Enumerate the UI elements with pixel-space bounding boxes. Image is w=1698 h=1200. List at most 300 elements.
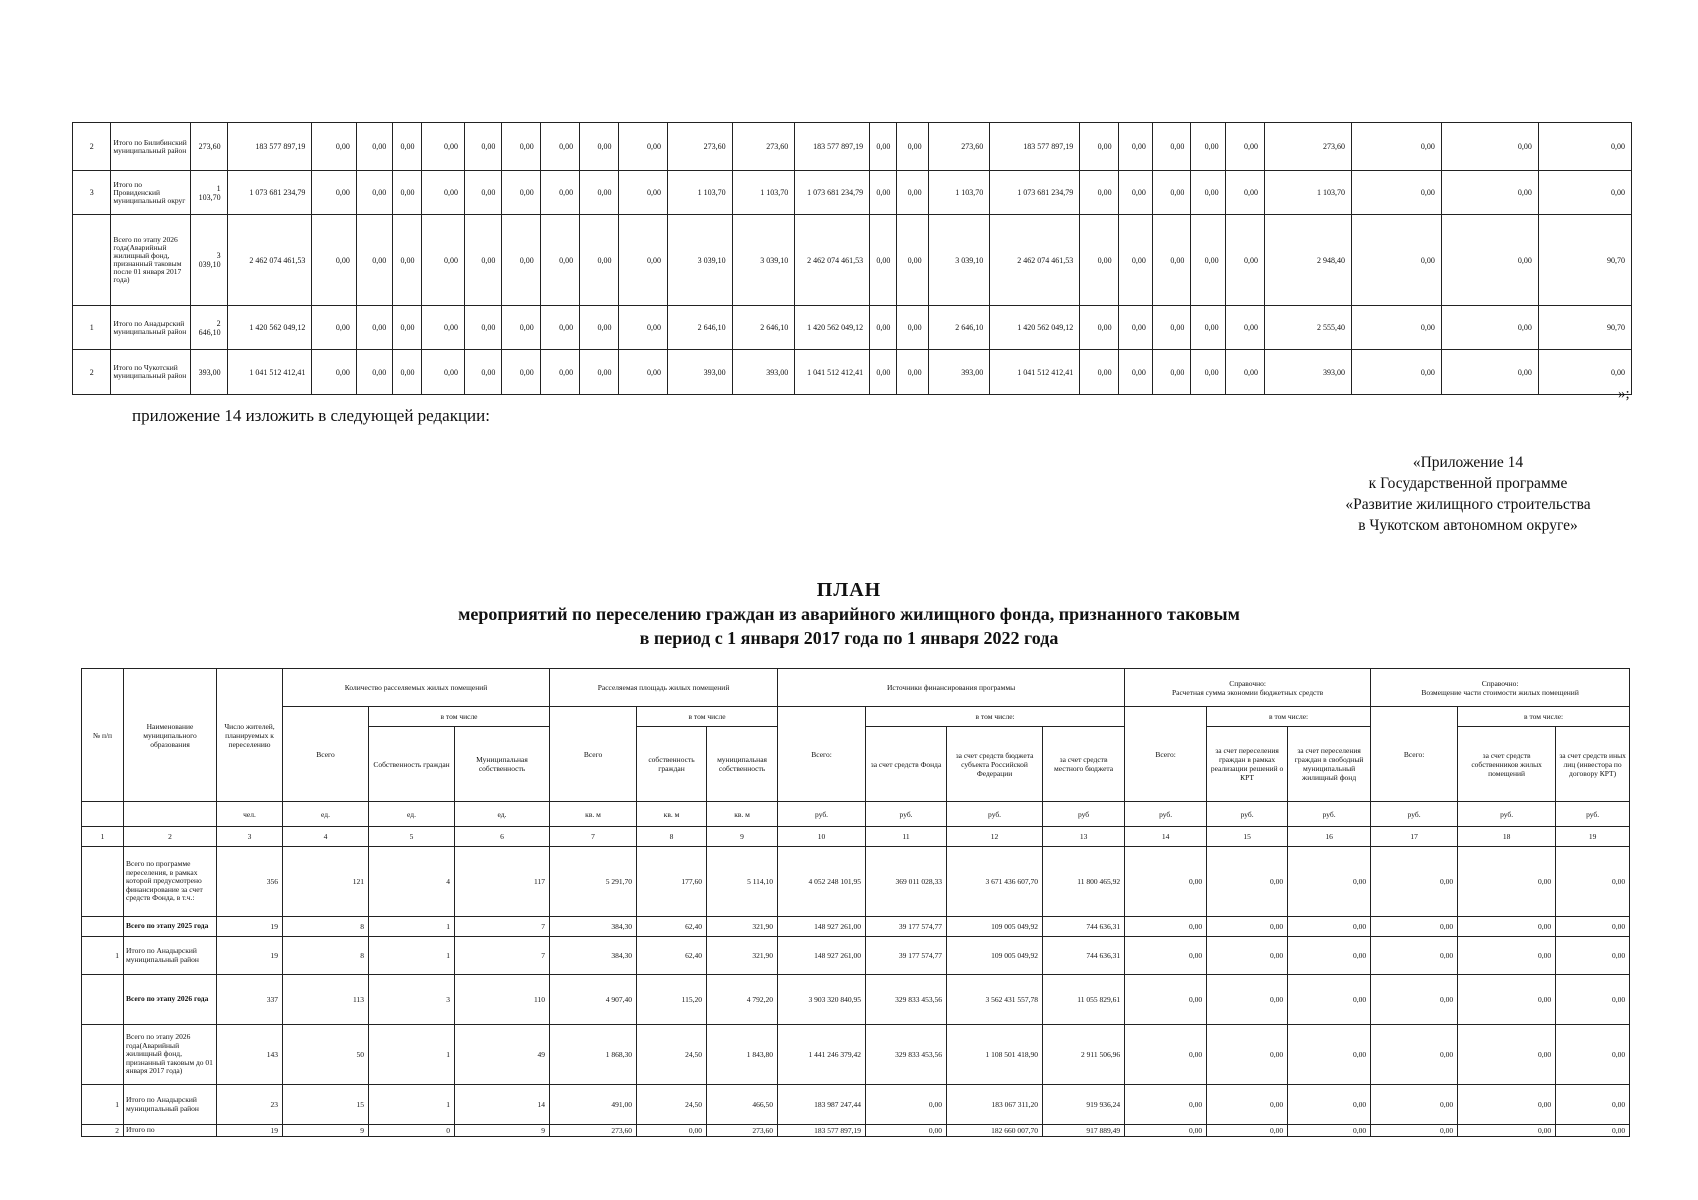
table-cell: 113 bbox=[283, 975, 369, 1025]
table-cell: 177,60 bbox=[637, 847, 707, 917]
table-cell: 2 646,10 bbox=[732, 306, 795, 350]
table-cell: 0,00 bbox=[1556, 917, 1630, 937]
table-cell: 0,00 bbox=[1225, 306, 1264, 350]
column-number: 12 bbox=[947, 827, 1043, 847]
table-cell: 0,00 bbox=[356, 123, 392, 171]
table-cell: 183 577 897,19 bbox=[227, 123, 312, 171]
table-cell: 273,60 bbox=[928, 123, 990, 171]
table-cell: 5 114,10 bbox=[707, 847, 778, 917]
table-cell: 393,00 bbox=[668, 350, 733, 395]
column-number: 7 bbox=[550, 827, 637, 847]
table-cell: 0,00 bbox=[464, 123, 501, 171]
table-cell: 329 833 453,56 bbox=[866, 1025, 947, 1085]
table-cell: 0,00 bbox=[1125, 1125, 1207, 1137]
quote-close: »; bbox=[1618, 386, 1630, 402]
table-row bbox=[82, 975, 1630, 1025]
rooms-municipal-header: Муниципальная собственность bbox=[455, 727, 550, 802]
table-cell: 9 bbox=[283, 1125, 369, 1137]
table-cell: 0,00 bbox=[1118, 171, 1152, 215]
table-cell: 273,60 bbox=[707, 1125, 778, 1137]
column-number: 13 bbox=[1043, 827, 1125, 847]
table-cell: 0,00 bbox=[1207, 917, 1288, 937]
table-cell: 110 bbox=[455, 975, 550, 1025]
row-name: Всего по этапу 2026 года(Аварийный жилищный фонд, признанный таковым до 01 января 2017 года) bbox=[124, 1025, 217, 1085]
table-cell: 1 bbox=[369, 1085, 455, 1125]
table-cell: 4 907,40 bbox=[550, 975, 637, 1025]
column-number: 4 bbox=[283, 827, 369, 847]
table-cell: 0,00 bbox=[1207, 1125, 1288, 1137]
table-cell: 0,00 bbox=[1080, 171, 1118, 215]
table-cell: 0,00 bbox=[1225, 123, 1264, 171]
table-cell: 0,00 bbox=[356, 350, 392, 395]
plan-title-main: ПЛАН bbox=[816, 579, 882, 601]
economy-free-header: за счет переселения граждан в свободный муниципальный жилищный фонд bbox=[1288, 727, 1371, 802]
table-cell: 0,00 bbox=[502, 123, 540, 171]
table-cell: 0,00 bbox=[1288, 1125, 1371, 1137]
row-name: Итого по Билибинский муниципальный район bbox=[111, 123, 191, 171]
table-cell: 121 bbox=[283, 847, 369, 917]
unit-cell bbox=[82, 802, 124, 827]
table-cell: 466,50 bbox=[707, 1085, 778, 1125]
table-cell: 11 800 465,92 bbox=[1043, 847, 1125, 917]
table-cell: 8 bbox=[283, 937, 369, 975]
table-cell: 0,00 bbox=[1080, 123, 1118, 171]
row-name: Итого по Провиденский муниципальный округ bbox=[111, 171, 191, 215]
table-cell: 0,00 bbox=[1207, 975, 1288, 1025]
table-cell: 0,00 bbox=[421, 350, 464, 395]
table-cell: 1 bbox=[369, 937, 455, 975]
table-row bbox=[73, 171, 1632, 215]
table-cell: 1 103,70 bbox=[1265, 171, 1352, 215]
table-cell: 1 103,70 bbox=[191, 171, 227, 215]
table-cell: 50 bbox=[283, 1025, 369, 1085]
row-name: Всего по программе переселения, в рамках которой предусмотрено финансирование за счет средств Фонда, в т.ч.: bbox=[124, 847, 217, 917]
table-cell: 148 927 261,00 bbox=[778, 937, 866, 975]
table-cell: 0,00 bbox=[637, 1125, 707, 1137]
unit-cell: руб. bbox=[1556, 802, 1630, 827]
table-cell: 0,00 bbox=[1225, 171, 1264, 215]
table-cell: 0,00 bbox=[1458, 1085, 1556, 1125]
unit-cell: руб. bbox=[778, 802, 866, 827]
previous-appendix-table bbox=[72, 122, 1632, 395]
table-cell: 183 577 897,19 bbox=[795, 123, 870, 171]
table-cell: 0,00 bbox=[1080, 350, 1118, 395]
table-cell: 0,00 bbox=[464, 350, 501, 395]
table-cell: 0,00 bbox=[1125, 937, 1207, 975]
table-cell: 24,50 bbox=[637, 1085, 707, 1125]
table-cell: 0,00 bbox=[1351, 350, 1441, 395]
table-cell: 0,00 bbox=[1191, 171, 1225, 215]
table-cell: 0,00 bbox=[1556, 975, 1630, 1025]
table-cell: 0,00 bbox=[1556, 1025, 1630, 1085]
table-cell: 3 562 431 557,78 bbox=[947, 975, 1043, 1025]
row-number bbox=[82, 847, 124, 917]
table-cell: 115,20 bbox=[637, 975, 707, 1025]
rooms-incl-header: в том числе bbox=[369, 707, 550, 727]
table-cell: 393,00 bbox=[732, 350, 795, 395]
row-number bbox=[82, 917, 124, 937]
table-cell: 0,00 bbox=[870, 171, 897, 215]
table-cell: 0,00 bbox=[464, 215, 501, 306]
table-cell: 0,00 bbox=[1556, 937, 1630, 975]
appendix-line: в Чукотском автономном округе» bbox=[1358, 517, 1578, 534]
table-cell: 62,40 bbox=[637, 917, 707, 937]
table-cell: 2 948,40 bbox=[1265, 215, 1352, 306]
table-cell: 1 103,70 bbox=[928, 171, 990, 215]
table-cell: 2 911 506,96 bbox=[1043, 1025, 1125, 1085]
table-cell: 0,00 bbox=[1458, 847, 1556, 917]
table-cell: 24,50 bbox=[637, 1025, 707, 1085]
table-cell: 1 bbox=[369, 917, 455, 937]
plan-title-line: мероприятий по переселению граждан из аварийного жилищного фонда, признанного таковым bbox=[458, 604, 1240, 624]
table-cell: 393,00 bbox=[928, 350, 990, 395]
table-cell: 0,00 bbox=[1152, 171, 1190, 215]
unit-cell: кв. м bbox=[707, 802, 778, 827]
table-cell: 0,00 bbox=[897, 171, 928, 215]
table-cell: 0,00 bbox=[1371, 917, 1458, 937]
row-number: 2 bbox=[73, 123, 111, 171]
table-cell: 7 bbox=[455, 917, 550, 937]
table-cell: 0,00 bbox=[1125, 847, 1207, 917]
table-cell: 3 039,10 bbox=[928, 215, 990, 306]
unit-cell: руб. bbox=[947, 802, 1043, 827]
table-cell: 1 bbox=[369, 1025, 455, 1085]
table-cell: 0,00 bbox=[464, 306, 501, 350]
table-cell: 0,00 bbox=[618, 306, 668, 350]
table-cell: 1 073 681 234,79 bbox=[227, 171, 312, 215]
table-row bbox=[82, 1025, 1630, 1085]
table-cell: 369 011 028,33 bbox=[866, 847, 947, 917]
table-cell: 0,00 bbox=[540, 350, 579, 395]
table-cell: 1 041 512 412,41 bbox=[795, 350, 870, 395]
table-cell: 0,00 bbox=[1288, 847, 1371, 917]
table-cell: 0,00 bbox=[580, 171, 618, 215]
table-cell: 0,00 bbox=[1538, 123, 1631, 171]
table-cell: 19 bbox=[217, 1125, 283, 1137]
column-number: 6 bbox=[455, 827, 550, 847]
table-cell: 0,00 bbox=[1351, 306, 1441, 350]
compensation-total-header: Всего: bbox=[1371, 707, 1458, 802]
table-cell: 0,00 bbox=[1288, 1025, 1371, 1085]
unit-cell: руб. bbox=[866, 802, 947, 827]
economy-total-header: Всего: bbox=[1125, 707, 1207, 802]
table-cell: 143 bbox=[217, 1025, 283, 1085]
economy-incl-header: в том числе: bbox=[1207, 707, 1371, 727]
table-cell: 0,00 bbox=[393, 123, 421, 171]
table-cell: 2 462 074 461,53 bbox=[795, 215, 870, 306]
unit-cell: ед. bbox=[283, 802, 369, 827]
finance-group-header: Источники финансирования программы bbox=[778, 669, 1125, 707]
appendix-line: «Развитие жилищного строительства bbox=[1345, 496, 1591, 513]
row-name: Итого по Анадырский муниципальный район bbox=[124, 1085, 217, 1125]
table-cell: 0,00 bbox=[1458, 975, 1556, 1025]
unit-cell: кв. м bbox=[637, 802, 707, 827]
row-number bbox=[73, 215, 111, 306]
row-number: 1 bbox=[82, 1085, 124, 1125]
table-cell: 0,00 bbox=[502, 171, 540, 215]
table-cell: 0,00 bbox=[897, 350, 928, 395]
table-cell: 0,00 bbox=[866, 1125, 947, 1137]
compensation-incl-header: в том числе: bbox=[1458, 707, 1630, 727]
table-cell: 744 636,31 bbox=[1043, 937, 1125, 975]
area-citizens-header: собственность граждан bbox=[637, 727, 707, 802]
table-cell: 0,00 bbox=[1458, 937, 1556, 975]
table-cell: 3 039,10 bbox=[191, 215, 227, 306]
table-cell: 0,00 bbox=[870, 306, 897, 350]
table-cell: 0,00 bbox=[580, 350, 618, 395]
table-cell: 0,00 bbox=[540, 306, 579, 350]
table-cell: 384,30 bbox=[550, 937, 637, 975]
table-cell: 1 073 681 234,79 bbox=[990, 171, 1080, 215]
col-name-header: Наименование муниципального образования bbox=[124, 669, 217, 802]
table-cell: 0,00 bbox=[618, 123, 668, 171]
row-number: 2 bbox=[82, 1125, 124, 1137]
table-cell: 1 041 512 412,41 bbox=[227, 350, 312, 395]
table-cell: 917 889,49 bbox=[1043, 1125, 1125, 1137]
table-row bbox=[82, 937, 1630, 975]
table-cell: 2 646,10 bbox=[191, 306, 227, 350]
table-cell: 0,00 bbox=[312, 123, 356, 171]
table-cell: 0,00 bbox=[421, 123, 464, 171]
table-cell: 3 bbox=[369, 975, 455, 1025]
unit-cell: ед. bbox=[455, 802, 550, 827]
table-cell: 337 bbox=[217, 975, 283, 1025]
table-cell: 0,00 bbox=[1191, 306, 1225, 350]
table-cell: 0,00 bbox=[1288, 937, 1371, 975]
table-cell: 273,60 bbox=[191, 123, 227, 171]
table-cell: 0,00 bbox=[1371, 1125, 1458, 1137]
table-cell: 0 bbox=[369, 1125, 455, 1137]
table-cell: 0,00 bbox=[393, 171, 421, 215]
table-cell: 0,00 bbox=[1556, 1085, 1630, 1125]
area-municipal-header: муниципальная собственность bbox=[707, 727, 778, 802]
unit-cell: руб. bbox=[1288, 802, 1371, 827]
table-cell: 9 bbox=[455, 1125, 550, 1137]
table-cell: 183 987 247,44 bbox=[778, 1085, 866, 1125]
column-number: 16 bbox=[1288, 827, 1371, 847]
table-cell: 2 462 074 461,53 bbox=[990, 215, 1080, 306]
table-cell: 1 420 562 049,12 bbox=[795, 306, 870, 350]
table-cell: 3 671 436 607,70 bbox=[947, 847, 1043, 917]
column-number: 1 bbox=[82, 827, 124, 847]
table-cell: 14 bbox=[455, 1085, 550, 1125]
row-number: 1 bbox=[73, 306, 111, 350]
table-cell: 4 792,20 bbox=[707, 975, 778, 1025]
appendix-line: «Приложение 14 bbox=[1412, 454, 1524, 471]
table-cell: 0,00 bbox=[312, 215, 356, 306]
subject-budget-header: за счет средств бюджета субъекта Российской Федерации bbox=[947, 727, 1043, 802]
area-group-header: Расселяемая площадь жилых помещений bbox=[550, 669, 778, 707]
table-cell: 0,00 bbox=[866, 1085, 947, 1125]
table-row bbox=[73, 350, 1632, 395]
table-cell: 0,00 bbox=[1152, 123, 1190, 171]
row-number bbox=[82, 975, 124, 1025]
table-cell: 0,00 bbox=[1080, 306, 1118, 350]
table-cell: 0,00 bbox=[1152, 215, 1190, 306]
unit-cell: руб. bbox=[1207, 802, 1288, 827]
table-cell: 39 177 574,77 bbox=[866, 937, 947, 975]
table-cell: 1 420 562 049,12 bbox=[227, 306, 312, 350]
table-cell: 273,60 bbox=[1265, 123, 1352, 171]
column-number: 9 bbox=[707, 827, 778, 847]
unit-cell: ед. bbox=[369, 802, 455, 827]
table-cell: 0,00 bbox=[870, 350, 897, 395]
column-number: 18 bbox=[1458, 827, 1556, 847]
table-cell: 0,00 bbox=[1191, 215, 1225, 306]
appendix-heading bbox=[1318, 452, 1618, 536]
table-cell: 0,00 bbox=[870, 123, 897, 171]
table-cell: 0,00 bbox=[1556, 1125, 1630, 1137]
table-cell: 117 bbox=[455, 847, 550, 917]
table-cell: 0,00 bbox=[1288, 975, 1371, 1025]
table-cell: 183 067 311,20 bbox=[947, 1085, 1043, 1125]
table-cell: 19 bbox=[217, 917, 283, 937]
column-number: 17 bbox=[1371, 827, 1458, 847]
table-cell: 384,30 bbox=[550, 917, 637, 937]
table-cell: 0,00 bbox=[897, 306, 928, 350]
table-row bbox=[82, 1085, 1630, 1125]
table-cell: 0,00 bbox=[1371, 847, 1458, 917]
resettlement-plan-table bbox=[81, 668, 1630, 1137]
table-cell: 183 577 897,19 bbox=[990, 123, 1080, 171]
units-row bbox=[82, 802, 1630, 827]
table-cell: 0,00 bbox=[1118, 306, 1152, 350]
table-cell: 0,00 bbox=[464, 171, 501, 215]
table-row bbox=[73, 123, 1632, 171]
table-cell: 0,00 bbox=[1538, 171, 1631, 215]
table-cell: 0,00 bbox=[1441, 306, 1538, 350]
table-cell: 23 bbox=[217, 1085, 283, 1125]
table-cell: 393,00 bbox=[1265, 350, 1352, 395]
table-cell: 0,00 bbox=[540, 215, 579, 306]
table-cell: 0,00 bbox=[1152, 350, 1190, 395]
table-cell: 109 005 049,92 bbox=[947, 917, 1043, 937]
table-cell: 0,00 bbox=[1458, 917, 1556, 937]
table-cell: 11 055 829,61 bbox=[1043, 975, 1125, 1025]
table-cell: 0,00 bbox=[580, 215, 618, 306]
rooms-total-header: Всего bbox=[283, 707, 369, 802]
plan-title bbox=[0, 578, 1698, 650]
table-cell: 0,00 bbox=[540, 123, 579, 171]
table-cell: 0,00 bbox=[1225, 215, 1264, 306]
column-number: 11 bbox=[866, 827, 947, 847]
table-cell: 3 039,10 bbox=[668, 215, 733, 306]
table-cell: 2 646,10 bbox=[668, 306, 733, 350]
column-number: 3 bbox=[217, 827, 283, 847]
table-cell: 8 bbox=[283, 917, 369, 937]
table-cell: 0,00 bbox=[1207, 1085, 1288, 1125]
table-cell: 919 936,24 bbox=[1043, 1085, 1125, 1125]
compensation-owners-header: за счет средств собственников жилых помещений bbox=[1458, 727, 1556, 802]
table-cell: 39 177 574,77 bbox=[866, 917, 947, 937]
table-cell: 0,00 bbox=[580, 123, 618, 171]
plan-title-line: в период с 1 января 2017 года по 1 января 2022 года bbox=[639, 628, 1059, 648]
table-cell: 0,00 bbox=[1556, 847, 1630, 917]
table-cell: 1 108 501 418,90 bbox=[947, 1025, 1043, 1085]
table-cell: 1 041 512 412,41 bbox=[990, 350, 1080, 395]
table-cell: 356 bbox=[217, 847, 283, 917]
table-cell: 0,00 bbox=[540, 171, 579, 215]
finance-total-header: Всего: bbox=[778, 707, 866, 802]
table-cell: 0,00 bbox=[618, 215, 668, 306]
table-cell: 321,90 bbox=[707, 917, 778, 937]
table-cell: 0,00 bbox=[1371, 937, 1458, 975]
local-budget-header: за счет средств местного бюджета bbox=[1043, 727, 1125, 802]
table-cell: 90,70 bbox=[1538, 215, 1631, 306]
unit-cell: кв. м bbox=[550, 802, 637, 827]
table-cell: 0,00 bbox=[1351, 171, 1441, 215]
row-name: Всего по этапу 2025 года bbox=[124, 917, 217, 937]
rooms-group-header: Количество расселяемых жилых помещений bbox=[283, 669, 550, 707]
table-cell: 1 103,70 bbox=[732, 171, 795, 215]
table-cell: 0,00 bbox=[1152, 306, 1190, 350]
table-cell: 0,00 bbox=[421, 306, 464, 350]
row-name: Итого по Анадырский муниципальный район bbox=[124, 937, 217, 975]
compensation-investor-header: за счет средств иных лиц (инвестора по договору КРТ) bbox=[1556, 727, 1630, 802]
table-row bbox=[73, 215, 1632, 306]
row-number: 1 bbox=[82, 937, 124, 975]
table-cell: 329 833 453,56 bbox=[866, 975, 947, 1025]
table-cell: 491,00 bbox=[550, 1085, 637, 1125]
table-cell: 0,00 bbox=[1080, 215, 1118, 306]
table-cell: 0,00 bbox=[1118, 123, 1152, 171]
table-cell: 0,00 bbox=[618, 350, 668, 395]
table-cell: 0,00 bbox=[1538, 350, 1631, 395]
table-cell: 0,00 bbox=[393, 306, 421, 350]
table-cell: 0,00 bbox=[897, 215, 928, 306]
finance-incl-header: в том числе: bbox=[866, 707, 1125, 727]
table-cell: 148 927 261,00 bbox=[778, 917, 866, 937]
table-cell: 1 843,80 bbox=[707, 1025, 778, 1085]
table-cell: 0,00 bbox=[1288, 917, 1371, 937]
economy-group-header: Справочно: Расчетная сумма экономии бюджетных средств bbox=[1125, 669, 1371, 707]
table-cell: 0,00 bbox=[1371, 975, 1458, 1025]
row-number: 3 bbox=[73, 171, 111, 215]
table-cell: 0,00 bbox=[356, 306, 392, 350]
unit-cell: руб. bbox=[1458, 802, 1556, 827]
table-row bbox=[82, 847, 1630, 917]
column-number: 2 bbox=[124, 827, 217, 847]
table-cell: 4 052 248 101,95 bbox=[778, 847, 866, 917]
table-cell: 19 bbox=[217, 937, 283, 975]
table-cell: 0,00 bbox=[393, 215, 421, 306]
row-number: 2 bbox=[73, 350, 111, 395]
table-cell: 0,00 bbox=[1118, 350, 1152, 395]
fund-header: за счет средств Фонда bbox=[866, 727, 947, 802]
table-cell: 0,00 bbox=[312, 350, 356, 395]
rooms-citizens-header: Собственность граждан bbox=[369, 727, 455, 802]
table-cell: 183 577 897,19 bbox=[778, 1125, 866, 1137]
table-cell: 0,00 bbox=[1125, 917, 1207, 937]
unit-cell: чел. bbox=[217, 802, 283, 827]
table-cell: 0,00 bbox=[1191, 350, 1225, 395]
table-cell: 3 039,10 bbox=[732, 215, 795, 306]
amendment-text: приложение 14 изложить в следующей редакции: bbox=[132, 406, 490, 425]
column-number: 5 bbox=[369, 827, 455, 847]
table-cell: 0,00 bbox=[421, 215, 464, 306]
table-cell: 0,00 bbox=[1125, 975, 1207, 1025]
table-cell: 0,00 bbox=[502, 350, 540, 395]
unit-cell bbox=[124, 802, 217, 827]
table-cell: 0,00 bbox=[870, 215, 897, 306]
table-cell: 2 462 074 461,53 bbox=[227, 215, 312, 306]
table-cell: 2 555,40 bbox=[1265, 306, 1352, 350]
row-number bbox=[82, 1025, 124, 1085]
table-cell: 0,00 bbox=[1288, 1085, 1371, 1125]
table-cell: 90,70 bbox=[1538, 306, 1631, 350]
table-cell: 4 bbox=[369, 847, 455, 917]
table-cell: 7 bbox=[455, 937, 550, 975]
